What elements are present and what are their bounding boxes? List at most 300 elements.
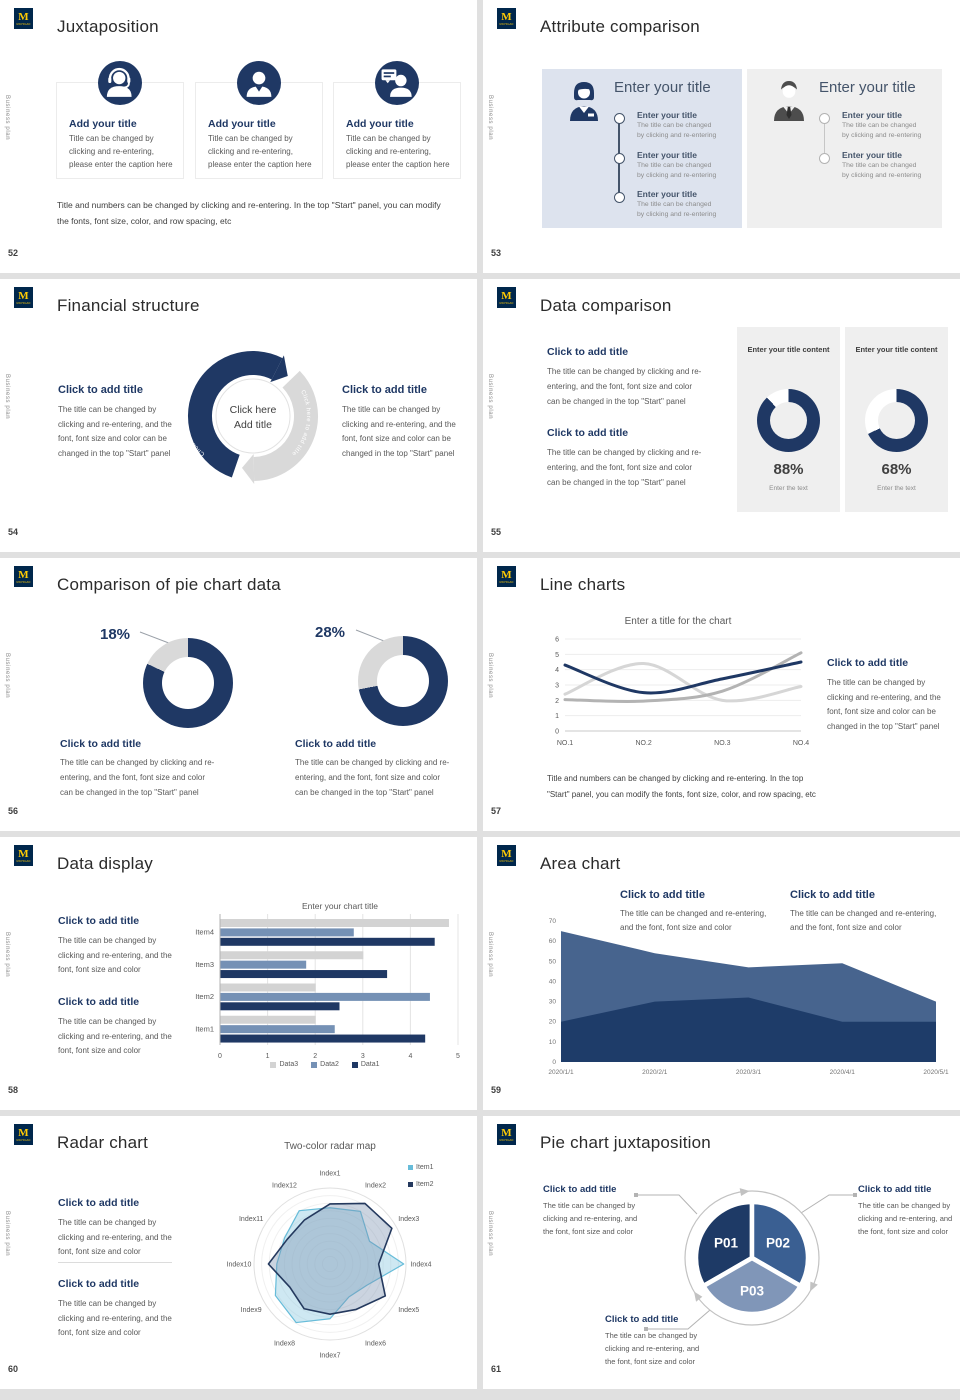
- side-label: Business plan: [4, 374, 10, 420]
- block-heading: Click to add title: [58, 915, 140, 927]
- caption-line: The title can be changed: [637, 122, 712, 129]
- caption-line: The title can be changed: [637, 201, 712, 208]
- donut-label-28: 28%: [315, 624, 346, 641]
- entry-caption: [637, 121, 716, 141]
- svg-text:Item4: Item4: [195, 927, 214, 937]
- entry-caption: [637, 200, 716, 220]
- svg-text:Click here to add title: Click here to add title: [179, 391, 207, 457]
- slide-title: Line charts: [540, 575, 626, 594]
- callout-heading: Click to add title: [543, 1184, 617, 1195]
- chart-title: Enter a title for the chart: [624, 616, 732, 627]
- support-agent-icon: [98, 61, 142, 105]
- para-line: font, font size and color: [58, 1046, 141, 1055]
- block-paragraph: [295, 755, 477, 800]
- logo-subtext: MICHIGAN: [16, 22, 31, 26]
- legend-item: [408, 1164, 434, 1171]
- university-logo: [14, 1124, 33, 1145]
- para-line: clicking and re-entering, and the: [58, 419, 172, 429]
- block-heading: Click to add title: [60, 738, 142, 750]
- svg-text:Index2: Index2: [364, 1182, 387, 1190]
- donut-hole: [162, 657, 214, 709]
- logo-subtext: MICHIGAN: [499, 580, 514, 584]
- slide-title: Pie chart juxtaposition: [540, 1133, 711, 1152]
- legend-item: [352, 1061, 380, 1068]
- caption-line: clicking and re-entering,: [69, 147, 154, 156]
- slide-55: [483, 279, 960, 552]
- svg-text:Index11: Index11: [238, 1216, 264, 1223]
- feature-card: [333, 82, 461, 179]
- para-line: clicking and re-entering, and the: [58, 950, 172, 960]
- legend-swatch: [408, 1165, 413, 1170]
- svg-text:5: 5: [456, 1053, 460, 1059]
- legend-item: [311, 1061, 339, 1068]
- block-heading: Click to add title: [547, 427, 629, 439]
- para-line: clicking and re-entering, and: [605, 1344, 700, 1353]
- slide-58: [0, 837, 477, 1110]
- chart-legend: [175, 1061, 475, 1068]
- para-line: The title can be changed by: [827, 678, 926, 687]
- slide-title: Juxtaposition: [57, 17, 159, 36]
- chart-title: Enter your chart title: [301, 901, 379, 911]
- timeline-node: [819, 153, 830, 164]
- block-heading: Click to add title: [827, 657, 909, 669]
- slide-57: [483, 558, 960, 831]
- slide-number: 61: [491, 1364, 502, 1374]
- caption-line: by clicking and re-entering: [842, 132, 922, 139]
- svg-text:Click here to add title: Click here to add title: [290, 389, 312, 457]
- slide-number: 59: [491, 1085, 502, 1095]
- timeline-node: [614, 153, 625, 164]
- para-line: changed in the top "Start" panel: [827, 721, 940, 731]
- side-label: Business plan: [487, 1211, 493, 1257]
- legend-swatch: [352, 1062, 358, 1068]
- svg-text:Index12: Index12: [272, 1182, 297, 1190]
- svg-text:Item1: Item1: [195, 1024, 214, 1034]
- para-line: font, font size and color can be: [58, 434, 167, 443]
- caption-line: Title can be changed by: [208, 134, 293, 143]
- para-line: The title can be changed by: [543, 1201, 636, 1210]
- caption-line: please enter the caption here: [208, 160, 312, 169]
- para-line: clicking and re-entering, and the: [58, 1232, 172, 1242]
- svg-text:10: 10: [548, 1038, 556, 1046]
- line-chart: [538, 628, 818, 753]
- slide-number: 55: [491, 527, 502, 537]
- entry-title: Enter your title: [842, 150, 902, 160]
- para-line: the font, font size and color: [543, 1227, 634, 1236]
- para-line: The title can be changed by clicking and re-: [547, 367, 702, 376]
- caption-line: please enter the caption here: [69, 160, 173, 169]
- logo-m-letter: M: [18, 847, 29, 860]
- block-paragraph: [342, 403, 477, 461]
- side-label: Business plan: [4, 932, 10, 978]
- para-line: entering, and the font, font size and color: [295, 773, 440, 782]
- side-label: Business plan: [487, 95, 493, 141]
- svg-text:Index1: Index1: [319, 1170, 341, 1178]
- block-heading: Click to add title: [547, 346, 629, 358]
- block-paragraph: [827, 676, 957, 734]
- logo-m-letter: M: [501, 847, 512, 860]
- university-logo: [14, 8, 33, 29]
- legend-swatch: [311, 1062, 317, 1068]
- caption-line: by clicking and re-entering: [842, 172, 922, 179]
- svg-text:Index8: Index8: [273, 1340, 296, 1348]
- logo-m-letter: M: [18, 1126, 29, 1139]
- para-line: The title can be changed by: [858, 1201, 951, 1210]
- callout-heading: Click to add title: [605, 1314, 679, 1325]
- caption-line: please enter the caption here: [346, 160, 450, 169]
- svg-text:5: 5: [555, 651, 559, 659]
- para-line: The title can be changed by: [58, 936, 157, 945]
- slide-title: Data display: [57, 854, 153, 873]
- svg-text:2020/4/1: 2020/4/1: [829, 1069, 855, 1076]
- slide-number: 53: [491, 248, 502, 258]
- para-line: entering, and the font, font size and color: [547, 382, 692, 391]
- para-line: and the font, font size and color: [620, 923, 732, 932]
- svg-text:30: 30: [548, 998, 556, 1006]
- logo-subtext: MICHIGAN: [499, 301, 514, 305]
- para-line: can be changed in the top "Start" panel: [547, 478, 686, 487]
- slide-54: [0, 279, 477, 552]
- callout-heading: Click to add title: [858, 1184, 932, 1195]
- legend-item: [408, 1181, 434, 1188]
- comparison-panel-left: [542, 69, 742, 228]
- para-line: changed in the top "Start" panel: [58, 448, 171, 458]
- footer-line: "Start" panel, you can modify the fonts, font size, color, and row spacing, etc: [547, 789, 816, 799]
- svg-text:Index7: Index7: [319, 1352, 341, 1360]
- para-line: clicking and re-entering, and: [543, 1214, 638, 1223]
- svg-text:Click here: Click here: [229, 404, 277, 416]
- university-logo: [497, 1124, 516, 1145]
- para-line: The title can be changed by: [605, 1331, 698, 1340]
- logo-subtext: MICHIGAN: [499, 22, 514, 26]
- block-heading: Click to add title: [620, 889, 705, 901]
- svg-text:Item3: Item3: [195, 959, 214, 969]
- para-line: clicking and re-entering, and the: [58, 1031, 172, 1041]
- side-label: Business plan: [487, 932, 493, 978]
- text-block-1: [58, 915, 188, 978]
- caption-line: The title can be changed: [637, 162, 712, 169]
- slide-title: Attribute comparison: [540, 17, 700, 36]
- svg-text:20: 20: [548, 1018, 556, 1026]
- radar-chart: [195, 1141, 477, 1386]
- radar-legend: [408, 1164, 434, 1188]
- donut-chart-18: [143, 638, 233, 728]
- svg-text:NO.4: NO.4: [792, 740, 810, 747]
- entry-caption: [842, 121, 921, 141]
- businesswoman-icon: [564, 77, 604, 126]
- slide-title: Area chart: [540, 854, 621, 873]
- feature-card: [56, 82, 184, 179]
- slide-title: Data comparison: [540, 296, 672, 315]
- block-paragraph: [58, 1216, 188, 1260]
- block-heading: Click to add title: [295, 738, 377, 750]
- footer-line: Title and numbers can be changed by clicking and re-entering. In the top "Start" panel, you can modify: [57, 200, 441, 210]
- feature-card: [195, 82, 323, 179]
- para-line: The title can be changed by: [58, 1299, 157, 1308]
- para-line: changed in the top "Start" panel: [342, 448, 455, 458]
- card-caption: [346, 132, 450, 171]
- university-logo: [14, 845, 33, 866]
- logo-m-letter: M: [501, 1126, 512, 1139]
- logo-m-letter: M: [18, 10, 29, 23]
- university-logo: [497, 8, 516, 29]
- svg-text:Item2: Item2: [195, 992, 214, 1002]
- block-heading: Click to add title: [342, 384, 427, 396]
- svg-text:NO.2: NO.2: [635, 740, 652, 747]
- slide-number: 56: [8, 806, 19, 816]
- logo-subtext: MICHIGAN: [16, 1138, 31, 1142]
- para-line: The title can be changed and re-entering,: [620, 909, 767, 918]
- block-paragraph: [58, 934, 188, 978]
- university-logo: [497, 845, 516, 866]
- panel-heading: Enter your title: [614, 79, 711, 96]
- stat-card: [737, 327, 840, 512]
- slide-footer-text: [547, 771, 897, 802]
- donut-label-18: 18%: [100, 626, 131, 643]
- legend-label: Item1: [416, 1164, 434, 1171]
- donut-chart-68: [865, 389, 928, 452]
- slide-number: 57: [491, 806, 502, 816]
- svg-text:4: 4: [555, 667, 559, 675]
- legend-swatch: [270, 1062, 276, 1068]
- para-line: The title can be changed by: [58, 1218, 157, 1227]
- caption-line: by clicking and re-entering: [637, 172, 717, 179]
- block-paragraph: [547, 445, 727, 490]
- timeline-node: [614, 113, 625, 124]
- text-block-1: [60, 738, 250, 800]
- entry-title: Enter your title: [842, 110, 902, 120]
- para-line: The title can be changed by clicking and re-: [60, 758, 215, 767]
- slide-footer-text: [57, 197, 461, 229]
- para-line: font, font size and color can be: [342, 434, 451, 443]
- side-label: Business plan: [4, 1211, 10, 1257]
- cycle-diagram: [173, 336, 333, 496]
- side-label: Business plan: [487, 374, 493, 420]
- para-line: font, font size and color: [58, 965, 141, 974]
- para-line: clicking and re-entering, and the: [827, 692, 941, 702]
- para-line: The title can be changed by clicking and re-: [295, 758, 450, 767]
- footer-line: the fonts, font size, color, and row spacing, etc: [57, 216, 232, 226]
- para-line: clicking and re-entering, and the: [342, 419, 456, 429]
- percent-value: 68%: [881, 461, 912, 478]
- block-heading: Click to add title: [58, 996, 140, 1008]
- presenter-icon: [375, 61, 419, 105]
- block-heading: Click to add title: [58, 1197, 140, 1209]
- svg-text:1: 1: [555, 713, 559, 721]
- callout-top-left: [543, 1184, 653, 1238]
- svg-text:P03: P03: [739, 1283, 765, 1299]
- para-line: and the font, font size and color: [790, 923, 902, 932]
- university-logo: [14, 287, 33, 308]
- entry-title: Enter your title: [637, 110, 697, 120]
- text-block-right: [342, 384, 477, 461]
- university-logo: [497, 566, 516, 587]
- logo-m-letter: M: [18, 568, 29, 581]
- callout-paragraph: [858, 1199, 960, 1238]
- para-line: the font, font size and color: [605, 1357, 696, 1366]
- para-line: The title can be changed by clicking and re-: [547, 448, 702, 457]
- text-block-2: [58, 1278, 188, 1341]
- legend-label: Data3: [279, 1061, 299, 1068]
- slide-52: [0, 0, 477, 273]
- caption-line: Title can be changed by: [69, 134, 154, 143]
- para-line: the font, font size and color: [858, 1227, 949, 1236]
- legend-label: Data2: [320, 1061, 339, 1068]
- university-logo: [14, 566, 33, 587]
- card-title: Enter your title content: [747, 345, 830, 354]
- svg-text:0: 0: [555, 728, 559, 736]
- para-line: entering, and the font, font size and color: [60, 773, 205, 782]
- slide-61: [483, 1116, 960, 1389]
- logo-subtext: MICHIGAN: [16, 580, 31, 584]
- caption-line: clicking and re-entering,: [346, 147, 431, 156]
- slide-59: [483, 837, 960, 1110]
- svg-text:2020/2/1: 2020/2/1: [642, 1069, 668, 1076]
- svg-text:6: 6: [555, 636, 559, 644]
- slide-title: Financial structure: [57, 296, 200, 315]
- block-paragraph: [58, 1015, 188, 1059]
- block-heading: Click to add title: [790, 889, 875, 901]
- svg-text:Add title: Add title: [234, 419, 272, 431]
- logo-subtext: MICHIGAN: [16, 859, 31, 863]
- entry-title: Enter your title: [637, 150, 697, 160]
- card-title: Add your title: [69, 118, 137, 130]
- slide-number: 52: [8, 248, 19, 258]
- percent-value: 88%: [773, 461, 804, 478]
- para-line: entering, and the font, font size and color: [547, 463, 692, 472]
- svg-text:P01: P01: [714, 1235, 739, 1251]
- slide-53: [483, 0, 960, 273]
- card-caption: [69, 132, 173, 171]
- para-line: The title can be changed and re-entering,: [790, 909, 937, 918]
- legend-label: Item2: [416, 1181, 434, 1188]
- slide-60: [0, 1116, 477, 1389]
- university-logo: [497, 287, 516, 308]
- slide-number: 54: [8, 527, 19, 537]
- svg-text:2020/5/1: 2020/5/1: [923, 1069, 949, 1076]
- person-icon: [237, 61, 281, 105]
- card-caption: Enter the text: [769, 485, 808, 492]
- bar-chart: [175, 909, 475, 1059]
- donut-hole: [770, 402, 807, 439]
- caption-line: The title can be changed: [842, 162, 917, 169]
- block-paragraph: [547, 364, 727, 409]
- caption-line: by clicking and re-entering: [637, 211, 717, 218]
- entry-caption: [637, 161, 716, 181]
- svg-text:NO.1: NO.1: [556, 740, 574, 747]
- para-line: can be changed in the top "Start" panel: [295, 788, 434, 797]
- donut-chart-88: [757, 389, 820, 452]
- text-block-1: [547, 346, 727, 409]
- svg-text:50: 50: [548, 958, 556, 966]
- card-caption: [208, 132, 312, 171]
- card-title: Enter your title content: [855, 345, 938, 354]
- card-title: Add your title: [208, 118, 276, 130]
- logo-subtext: MICHIGAN: [16, 301, 31, 305]
- slide-56: [0, 558, 477, 831]
- block-heading: Click to add title: [58, 384, 143, 396]
- card-caption: Enter the text: [877, 485, 916, 492]
- logo-subtext: MICHIGAN: [499, 859, 514, 863]
- svg-text:Index4: Index4: [410, 1261, 432, 1269]
- para-line: can be changed in the top "Start" panel: [547, 397, 686, 406]
- logo-m-letter: M: [501, 568, 512, 581]
- svg-text:Index3: Index3: [398, 1216, 420, 1223]
- logo-m-letter: M: [501, 289, 512, 302]
- para-line: clicking and re-entering, and: [858, 1214, 953, 1223]
- para-line: font, font size and color: [58, 1247, 141, 1256]
- caption-line: by clicking and re-entering: [637, 132, 717, 139]
- para-line: font, font size and color can be: [827, 707, 936, 716]
- pie-chart: [673, 1176, 833, 1344]
- legend-item: [270, 1061, 298, 1068]
- stat-card: [845, 327, 948, 512]
- para-line: The title can be changed by: [58, 405, 157, 414]
- callout-paragraph: [543, 1199, 653, 1238]
- text-block-2: [295, 738, 477, 800]
- para-line: font, font size and color: [58, 1328, 141, 1337]
- divider: [58, 1262, 172, 1263]
- svg-text:0: 0: [218, 1053, 222, 1059]
- legend-label: Data1: [360, 1061, 380, 1068]
- para-line: clicking and re-entering, and the: [58, 1313, 172, 1323]
- timeline-node: [614, 192, 625, 203]
- para-line: can be changed in the top "Start" panel: [60, 788, 199, 797]
- slide-number: 60: [8, 1364, 19, 1374]
- entry-title: Enter your title: [637, 189, 697, 199]
- side-label: Business plan: [4, 95, 10, 141]
- svg-text:60: 60: [548, 938, 556, 946]
- side-label: Business plan: [487, 653, 493, 699]
- svg-text:3: 3: [555, 682, 559, 690]
- entry-caption: [842, 161, 921, 181]
- svg-text:3: 3: [360, 1053, 365, 1059]
- svg-text:2: 2: [313, 1053, 318, 1059]
- side-label: Business plan: [4, 653, 10, 699]
- svg-text:2020/3/1: 2020/3/1: [735, 1069, 762, 1076]
- card-title: Add your title: [346, 118, 414, 130]
- logo-m-letter: M: [501, 10, 512, 23]
- svg-text:0: 0: [552, 1059, 556, 1066]
- footer-line: Title and numbers can be changed by clicking and re-entering. In the top: [547, 774, 804, 783]
- block-heading: Click to add title: [58, 1278, 140, 1290]
- svg-text:P02: P02: [765, 1235, 790, 1251]
- svg-text:1: 1: [265, 1053, 270, 1059]
- comparison-panel-right: [747, 69, 942, 228]
- svg-text:Index9: Index9: [240, 1307, 262, 1314]
- donut-chart-28: [358, 636, 448, 726]
- para-line: The title can be changed by: [58, 1017, 157, 1026]
- text-block-right: [827, 657, 957, 734]
- callout-top-right: [858, 1184, 960, 1238]
- block-paragraph: [58, 1297, 188, 1341]
- caption-line: The title can be changed: [842, 122, 917, 129]
- slide-title: Comparison of pie chart data: [57, 575, 281, 594]
- panel-heading: Enter your title: [819, 79, 916, 96]
- svg-text:70: 70: [548, 918, 556, 925]
- svg-text:4: 4: [408, 1053, 413, 1059]
- para-line: The title can be changed by: [342, 405, 441, 414]
- caption-line: Title can be changed by: [346, 134, 431, 143]
- svg-text:40: 40: [548, 978, 556, 986]
- svg-text:2: 2: [555, 697, 559, 705]
- caption-line: clicking and re-entering,: [208, 147, 293, 156]
- text-block-2: [58, 996, 188, 1059]
- logo-subtext: MICHIGAN: [499, 1138, 514, 1142]
- svg-text:Index6: Index6: [364, 1340, 387, 1348]
- text-block-1: [58, 1197, 188, 1260]
- timeline-node: [819, 113, 830, 124]
